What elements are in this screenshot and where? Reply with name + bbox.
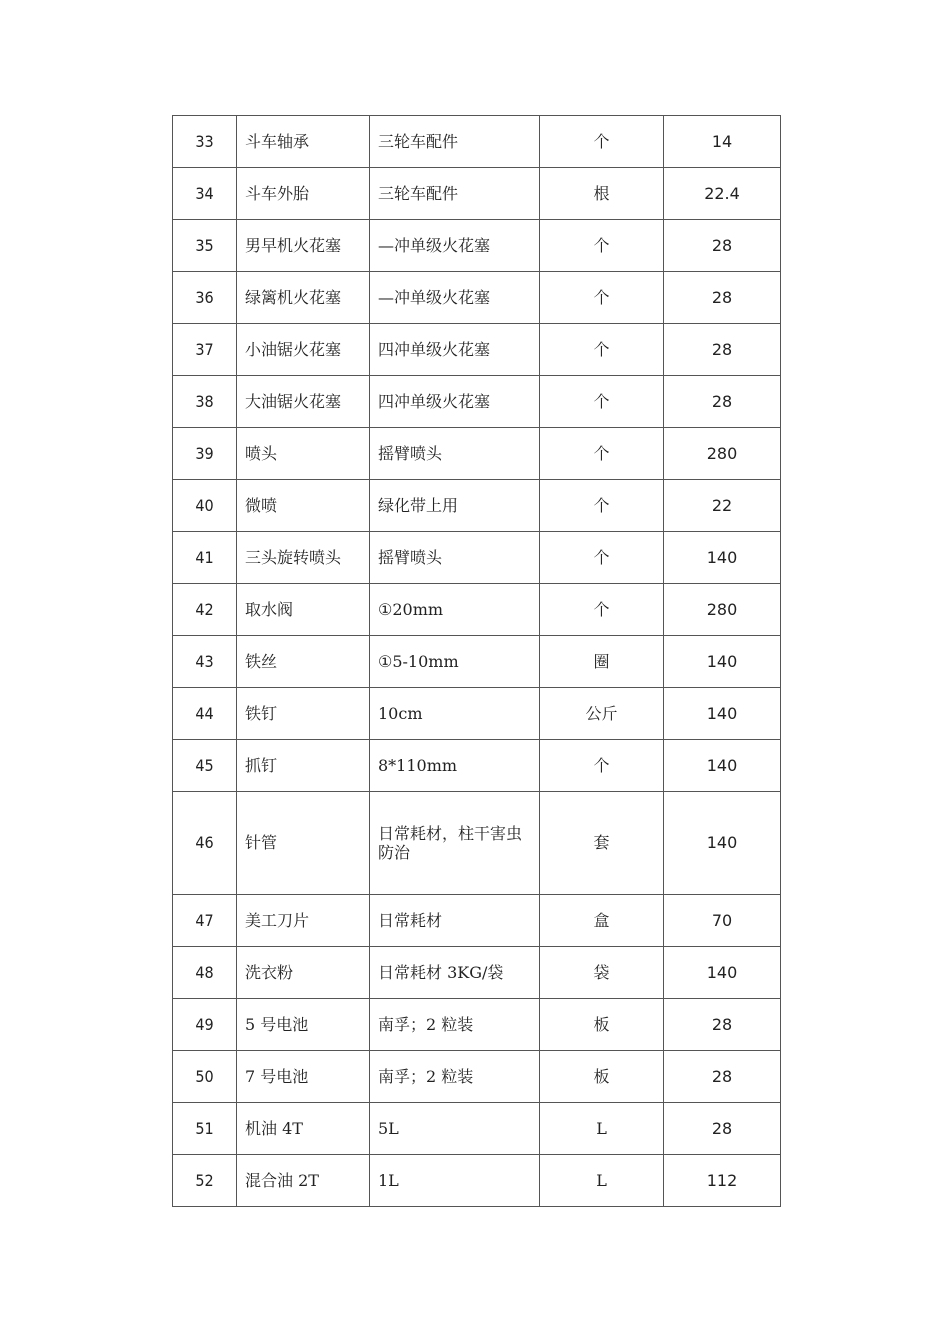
item-spec-cell: 日常耗材，柱干害虫防治	[370, 792, 540, 895]
item-name-cell: 取水阀	[237, 584, 370, 636]
table-row	[173, 688, 781, 740]
row-number-cell: 41	[173, 532, 237, 584]
item-name-cell: 斗车外胎	[237, 168, 370, 220]
item-qty-cell: 112	[664, 1155, 781, 1207]
item-qty-cell: 140	[664, 792, 781, 895]
item-spec-cell: 日常耗材	[370, 895, 540, 947]
row-number-cell: 35	[173, 220, 237, 272]
item-qty-cell: 280	[664, 584, 781, 636]
item-name-cell: 机油 4T	[237, 1103, 370, 1155]
table-row	[173, 895, 781, 947]
item-spec-cell: 8*110mm	[370, 740, 540, 792]
row-number-cell: 37	[173, 324, 237, 376]
items-table-body	[173, 116, 781, 1207]
item-unit-cell: 个	[540, 428, 664, 480]
row-number-cell: 34	[173, 168, 237, 220]
item-qty-cell: 140	[664, 947, 781, 999]
table-row	[173, 532, 781, 584]
item-qty-cell: 28	[664, 220, 781, 272]
row-number-cell: 40	[173, 480, 237, 532]
table-row	[173, 220, 781, 272]
table-row	[173, 636, 781, 688]
items-table	[172, 115, 781, 1207]
item-name-cell: 7 号电池	[237, 1051, 370, 1103]
table-row	[173, 428, 781, 480]
table-row	[173, 947, 781, 999]
row-number-cell: 43	[173, 636, 237, 688]
item-qty-cell: 22	[664, 480, 781, 532]
item-spec-cell: 南孚；2 粒装	[370, 1051, 540, 1103]
item-unit-cell: 袋	[540, 947, 664, 999]
item-qty-cell: 28	[664, 999, 781, 1051]
item-name-cell: 混合油 2T	[237, 1155, 370, 1207]
item-unit-cell: 板	[540, 999, 664, 1051]
item-unit-cell: 套	[540, 792, 664, 895]
item-spec-cell: —冲单级火花塞	[370, 220, 540, 272]
item-qty-cell: 280	[664, 428, 781, 480]
item-name-cell: 美工刀片	[237, 895, 370, 947]
item-unit-cell: 根	[540, 168, 664, 220]
table-row	[173, 272, 781, 324]
item-name-cell: 绿篱机火花塞	[237, 272, 370, 324]
table-row	[173, 168, 781, 220]
row-number-cell: 47	[173, 895, 237, 947]
item-spec-cell: 摇臂喷头	[370, 532, 540, 584]
item-unit-cell: L	[540, 1155, 664, 1207]
item-spec-cell: 南孚；2 粒装	[370, 999, 540, 1051]
row-number-cell: 39	[173, 428, 237, 480]
item-unit-cell: 个	[540, 376, 664, 428]
item-spec-cell: 1L	[370, 1155, 540, 1207]
row-number-cell: 33	[173, 116, 237, 168]
table-row	[173, 480, 781, 532]
item-unit-cell: L	[540, 1103, 664, 1155]
item-spec-cell: 绿化带上用	[370, 480, 540, 532]
item-name-cell: 喷头	[237, 428, 370, 480]
item-unit-cell: 个	[540, 740, 664, 792]
item-spec-cell: 日常耗材 3KG/袋	[370, 947, 540, 999]
item-qty-cell: 140	[664, 636, 781, 688]
item-spec-cell: 四冲单级火花塞	[370, 324, 540, 376]
table-row	[173, 792, 781, 895]
item-unit-cell: 个	[540, 480, 664, 532]
row-number-cell: 46	[173, 792, 237, 895]
item-qty-cell: 70	[664, 895, 781, 947]
item-qty-cell: 28	[664, 376, 781, 428]
item-unit-cell: 个	[540, 220, 664, 272]
item-qty-cell: 28	[664, 324, 781, 376]
table-row	[173, 376, 781, 428]
row-number-cell: 48	[173, 947, 237, 999]
item-name-cell: 抓钉	[237, 740, 370, 792]
item-name-cell: 斗车轴承	[237, 116, 370, 168]
item-qty-cell: 14	[664, 116, 781, 168]
item-spec-cell: 四冲单级火花塞	[370, 376, 540, 428]
row-number-cell: 42	[173, 584, 237, 636]
item-name-cell: 洗衣粉	[237, 947, 370, 999]
table-row	[173, 740, 781, 792]
item-name-cell: 5 号电池	[237, 999, 370, 1051]
item-unit-cell: 公斤	[540, 688, 664, 740]
table-row	[173, 999, 781, 1051]
item-qty-cell: 140	[664, 740, 781, 792]
item-name-cell: 男早机火花塞	[237, 220, 370, 272]
table-row	[173, 584, 781, 636]
item-name-cell: 微喷	[237, 480, 370, 532]
item-name-cell: 针管	[237, 792, 370, 895]
table-row	[173, 116, 781, 168]
table-row	[173, 324, 781, 376]
item-spec-cell: —冲单级火花塞	[370, 272, 540, 324]
item-qty-cell: 140	[664, 532, 781, 584]
item-qty-cell: 28	[664, 272, 781, 324]
item-qty-cell: 140	[664, 688, 781, 740]
item-qty-cell: 28	[664, 1103, 781, 1155]
row-number-cell: 49	[173, 999, 237, 1051]
item-name-cell: 三头旋转喷头	[237, 532, 370, 584]
table-row	[173, 1103, 781, 1155]
row-number-cell: 45	[173, 740, 237, 792]
table-row	[173, 1155, 781, 1207]
item-spec-cell: 三轮车配件	[370, 168, 540, 220]
item-unit-cell: 个	[540, 272, 664, 324]
item-name-cell: 铁钉	[237, 688, 370, 740]
item-unit-cell: 个	[540, 584, 664, 636]
row-number-cell: 52	[173, 1155, 237, 1207]
item-unit-cell: 个	[540, 532, 664, 584]
item-unit-cell: 盒	[540, 895, 664, 947]
row-number-cell: 38	[173, 376, 237, 428]
item-spec-cell: 10cm	[370, 688, 540, 740]
item-spec-cell: ①5-10mm	[370, 636, 540, 688]
item-name-cell: 铁丝	[237, 636, 370, 688]
item-qty-cell: 28	[664, 1051, 781, 1103]
item-unit-cell: 圈	[540, 636, 664, 688]
item-name-cell: 小油锯火花塞	[237, 324, 370, 376]
item-spec-cell: ①20mm	[370, 584, 540, 636]
item-unit-cell: 板	[540, 1051, 664, 1103]
item-spec-cell: 5L	[370, 1103, 540, 1155]
item-spec-cell: 摇臂喷头	[370, 428, 540, 480]
item-name-cell: 大油锯火花塞	[237, 376, 370, 428]
item-qty-cell: 22.4	[664, 168, 781, 220]
row-number-cell: 51	[173, 1103, 237, 1155]
table-row	[173, 1051, 781, 1103]
item-unit-cell: 个	[540, 324, 664, 376]
row-number-cell: 44	[173, 688, 237, 740]
item-spec-cell: 三轮车配件	[370, 116, 540, 168]
row-number-cell: 50	[173, 1051, 237, 1103]
row-number-cell: 36	[173, 272, 237, 324]
item-unit-cell: 个	[540, 116, 664, 168]
